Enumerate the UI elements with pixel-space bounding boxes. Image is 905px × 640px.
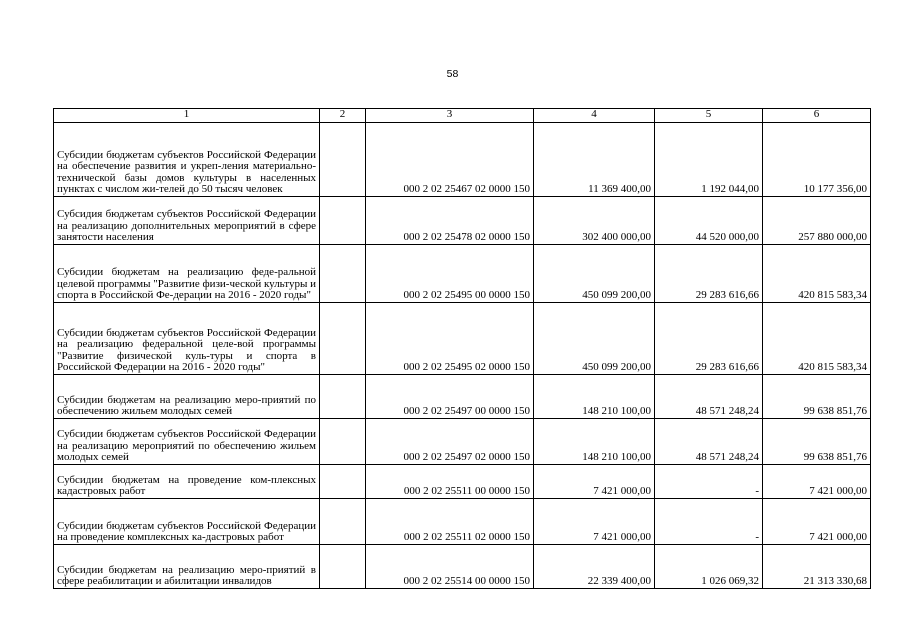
column-header: 3 [366,109,534,123]
row-code: 000 2 02 25495 02 0000 150 [366,303,534,375]
row-col2 [320,499,366,545]
row-name: Субсидии бюджетам субъектов Российской Федерации на обеспечение развития и укреп-ления материально-технической базы домов культуры в населенных пунктах с числом жи-телей до 50 тысяч человек [54,123,320,197]
row-col2 [320,419,366,465]
row-value-6: 420 815 583,34 [763,245,871,303]
table-row [54,197,871,245]
row-name: Субсидии бюджетам субъектов Российской Федерации на проведение комплексных ка-дастровых работ [54,499,320,545]
row-value-6: 21 313 330,68 [763,545,871,589]
row-col2 [320,197,366,245]
row-value-6: 10 177 356,00 [763,123,871,197]
header-row [54,109,871,123]
row-name: Субсидия бюджетам субъектов Российской Федерации на реализацию дополнительных мероприятий в сфере занятости населения [54,197,320,245]
row-value-5: 44 520 000,00 [655,197,763,245]
table-row [54,123,871,197]
row-value-5: - [655,499,763,545]
row-col2 [320,303,366,375]
row-name: Субсидии бюджетам на реализацию меро-приятий в сфере реабилитации и абилитации инвалидов [54,545,320,589]
table-row [54,545,871,589]
row-code: 000 2 02 25497 02 0000 150 [366,419,534,465]
row-value-6: 99 638 851,76 [763,419,871,465]
column-header: 1 [54,109,320,123]
row-value-4: 7 421 000,00 [534,499,655,545]
row-value-6: 7 421 000,00 [763,465,871,499]
row-value-5: 29 283 616,66 [655,245,763,303]
row-value-5: 1 192 044,00 [655,123,763,197]
row-code: 000 2 02 25497 00 0000 150 [366,375,534,419]
column-header: 2 [320,109,366,123]
row-value-5: 48 571 248,24 [655,419,763,465]
row-name: Субсидии бюджетам на реализацию феде-ральной целевой программы "Развитие физи-ческой культуры и спорта в Российской Фе-дерации на 2016 - 2020 годы" [54,245,320,303]
row-name: Субсидии бюджетам на реализацию меро-приятий по обеспечению жильем молодых семей [54,375,320,419]
row-value-5: 1 026 069,32 [655,545,763,589]
page-number: 58 [446,68,459,80]
row-value-4: 450 099 200,00 [534,303,655,375]
row-value-4: 450 099 200,00 [534,245,655,303]
column-header: 5 [655,109,763,123]
row-code: 000 2 02 25511 00 0000 150 [366,465,534,499]
table-row [54,245,871,303]
row-value-4: 7 421 000,00 [534,465,655,499]
row-code: 000 2 02 25467 02 0000 150 [366,123,534,197]
table-row [54,419,871,465]
row-value-6: 420 815 583,34 [763,303,871,375]
table-row [54,303,871,375]
row-col2 [320,245,366,303]
row-code: 000 2 02 25514 00 0000 150 [366,545,534,589]
budget-table [53,108,871,589]
row-value-5: - [655,465,763,499]
row-name: Субсидии бюджетам субъектов Российской Федерации на реализацию федеральной целе-вой программы "Развитие физической куль-туры и спорта в Российской Федерации на 2016 - 2020 годы" [54,303,320,375]
row-col2 [320,123,366,197]
column-header: 4 [534,109,655,123]
row-code: 000 2 02 25478 02 0000 150 [366,197,534,245]
row-value-6: 257 880 000,00 [763,197,871,245]
row-value-4: 148 210 100,00 [534,375,655,419]
row-value-4: 148 210 100,00 [534,419,655,465]
row-col2 [320,465,366,499]
row-value-4: 302 400 000,00 [534,197,655,245]
row-value-4: 11 369 400,00 [534,123,655,197]
row-value-6: 7 421 000,00 [763,499,871,545]
row-col2 [320,545,366,589]
table-row [54,375,871,419]
row-name: Субсидии бюджетам на проведение ком-плексных кадастровых работ [54,465,320,499]
row-value-5: 29 283 616,66 [655,303,763,375]
table-row [54,465,871,499]
row-col2 [320,375,366,419]
row-code: 000 2 02 25511 02 0000 150 [366,499,534,545]
row-value-4: 22 339 400,00 [534,545,655,589]
row-code: 000 2 02 25495 00 0000 150 [366,245,534,303]
row-name: Субсидии бюджетам субъектов Российской Федерации на реализацию мероприятий по обеспечению жильем молодых семей [54,419,320,465]
table-row [54,499,871,545]
row-value-5: 48 571 248,24 [655,375,763,419]
column-header: 6 [763,109,871,123]
row-value-6: 99 638 851,76 [763,375,871,419]
